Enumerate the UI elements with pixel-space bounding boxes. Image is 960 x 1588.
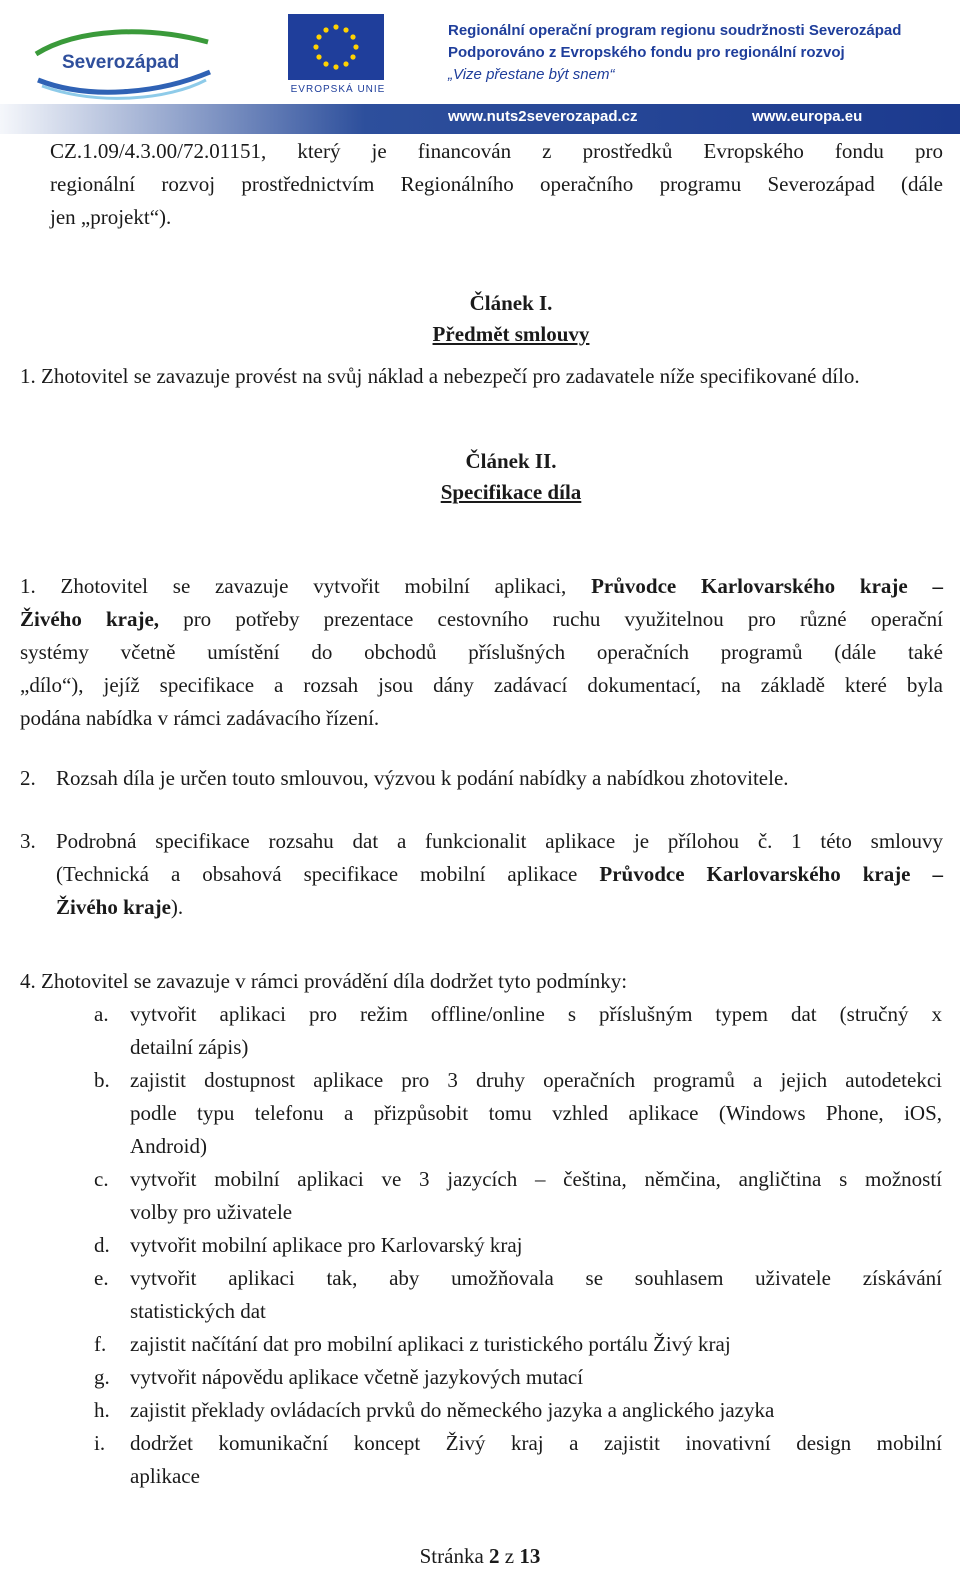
article-2-item-2: [20, 762, 950, 795]
condition-item: [94, 1427, 946, 1493]
condition-line: zajistit dostupnost aplikace pro 3 druhy operačních programů a jejich autodetekci: [130, 1068, 942, 1092]
condition-line: dodržet komunikační koncept Živý kraj a zajistit inovativní design mobilní: [130, 1431, 942, 1455]
url-europa[interactable]: www.europa.eu: [752, 108, 863, 125]
item-number: 2.: [20, 766, 36, 790]
footer-total: 13: [519, 1544, 541, 1568]
article-2-item-3: [20, 825, 950, 924]
footer-prefix: Stránka: [419, 1544, 484, 1568]
condition-item: [94, 1064, 946, 1163]
svg-text:Severozápad: Severozápad: [62, 52, 180, 73]
condition-item: [94, 1229, 946, 1262]
url-nuts2[interactable]: www.nuts2severozapad.cz: [448, 108, 638, 125]
article-1-title: Předmět smlouvy: [432, 322, 590, 346]
condition-letter: a.: [94, 1002, 109, 1026]
article-2-item-4: [20, 965, 950, 998]
condition-letter: i.: [94, 1431, 106, 1455]
condition-letter: h.: [94, 1398, 110, 1422]
item-1-line-1: 1. Zhotovitel se zavazuje vytvořit mobilní aplikaci, Průvodce Karlovarského kraje –: [20, 574, 943, 598]
condition-line: zajistit překlady ovládacích prvků do německého jazyka a anglického jazyka: [130, 1398, 775, 1422]
condition-letter: b.: [94, 1068, 110, 1092]
condition-line: volby pro uživatele: [130, 1200, 293, 1224]
programme-line-3: „Vize přestane být snem“: [448, 66, 615, 83]
eu-flag-icon: [288, 14, 384, 80]
item-text: Zhotovitel se zavazuje provést na svůj náklad a nebezpečí pro zadavatele níže specifikované dílo.: [41, 364, 860, 388]
item-1-line-5: podána nabídka v rámci zadávacího řízení.: [20, 706, 380, 730]
intro-line-3: jen „projekt“).: [50, 205, 172, 229]
app-name: Průvodce Karlovarského kraje –: [599, 862, 944, 886]
item-number: 1.: [20, 574, 36, 598]
page-header: [0, 0, 960, 134]
condition-item: [94, 1163, 946, 1229]
intro-line-1: CZ.1.09/4.3.00/72.01151, který je financován z prostředků Evropského fondu pro: [50, 139, 943, 163]
condition-item: [94, 1394, 946, 1427]
condition-line: vytvořit nápovědu aplikace včetně jazykových mutací: [130, 1365, 584, 1389]
article-1-heading: Článek I.: [469, 291, 553, 315]
item-1-line-4: „dílo“), jejíž specifikace a rozsah jsou dány zadávací dokumentací, na základě které byla: [20, 673, 943, 697]
item-3-line-2: (Technická a obsahová specifikace mobilní aplikace Průvodce Karlovarského kraje –: [56, 862, 944, 886]
condition-line: zajistit načítání dat pro mobilní aplikaci z turistického portálu Živý kraj: [130, 1332, 731, 1356]
condition-item: [94, 998, 946, 1064]
article-2-heading: Článek II.: [465, 449, 557, 473]
item-3-line-1: Podrobná specifikace rozsahu dat a funkcionalit aplikace je přílohou č. 1 této smlouvy: [56, 829, 943, 853]
condition-letter: g.: [94, 1365, 110, 1389]
condition-line: detailní zápis): [130, 1035, 249, 1059]
app-name-cont: Živého kraje,: [20, 607, 160, 631]
condition-item: [94, 1262, 946, 1328]
condition-letter: c.: [94, 1167, 109, 1191]
item-3-line-3: Živého kraje).: [56, 895, 184, 919]
item-number: 3.: [20, 829, 36, 853]
programme-text: [448, 20, 938, 86]
article-1-item-1: [20, 360, 950, 393]
article-2-item-1: [20, 570, 950, 735]
intro-line-2: regionální rozvoj prostřednictvím Regionálního operačního programu Severozápad (dále: [50, 172, 943, 196]
condition-line: vytvořit aplikaci tak, aby umožňovala se souhlasem uživatele získávání: [130, 1266, 942, 1290]
item-number: 4.: [20, 969, 36, 993]
condition-line: Android): [130, 1134, 207, 1158]
app-name: Průvodce Karlovarského kraje –: [591, 574, 943, 598]
condition-item: [94, 1361, 946, 1394]
condition-line: aplikace: [130, 1464, 200, 1488]
condition-line: statistických dat: [130, 1299, 266, 1323]
condition-letter: d.: [94, 1233, 110, 1257]
condition-letter: e.: [94, 1266, 109, 1290]
footer-page: 2: [489, 1544, 500, 1568]
item-text: Rozsah díla je určen touto smlouvou, výzvou k podání nabídky a nabídkou zhotovitele.: [56, 766, 789, 790]
page-footer: [0, 1540, 960, 1573]
programme-line-1: Regionální operační program regionu soudržnosti Severozápad: [448, 22, 902, 39]
item-1-line-2: Živého kraje, pro potřeby prezentace cestovního ruchu využitelnou pro různé operační: [20, 607, 944, 631]
programme-line-2: Podporováno z Evropského fondu pro regionální rozvoj: [448, 44, 845, 61]
eu-logo: [288, 14, 388, 98]
condition-line: vytvořit mobilní aplikaci ve 3 jazycích – čeština, němčina, angličtina s možností: [130, 1167, 942, 1191]
condition-line: podle typu telefonu a přizpůsobit tomu vzhled aplikace (Windows Phone, iOS,: [130, 1101, 942, 1125]
item-text: Zhotovitel se zavazuje v rámci provádění díla dodržet tyto podmínky:: [41, 969, 628, 993]
footer-of: z: [504, 1544, 515, 1568]
condition-line: vytvořit mobilní aplikace pro Karlovarský kraj: [130, 1233, 523, 1257]
article-2-title: Specifikace díla: [440, 480, 582, 504]
condition-item: [94, 1328, 946, 1361]
severozapad-logo: [28, 20, 218, 100]
item-1-line-3: systémy včetně umístění do obchodů příslušných operačních programů (dále také: [20, 640, 943, 664]
condition-letter: f.: [94, 1332, 107, 1356]
eu-label: EVROPSKÁ UNIE: [290, 84, 386, 95]
item-number: 1.: [20, 364, 36, 388]
condition-line: vytvořit aplikaci pro režim offline/online s příslušným typem dat (stručný x: [130, 1002, 942, 1026]
